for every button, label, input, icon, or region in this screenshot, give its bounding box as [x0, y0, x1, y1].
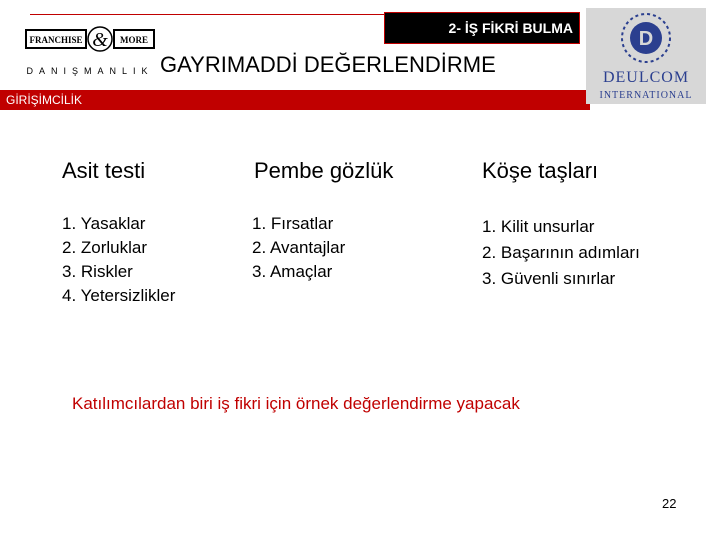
logo-deulcom-text: DEULCOM	[602, 69, 690, 86]
asit-list	[62, 212, 175, 308]
section-tab	[384, 12, 580, 44]
logo-international-text: INTERNATIONAL	[599, 90, 693, 101]
deulcom-logo	[586, 8, 706, 104]
logo-emblem-letter: D	[638, 28, 654, 50]
activity-note: Katılımcılardan biri iş fikri için örnek değerlendirme yapacak	[72, 394, 520, 413]
list-item: 3. Amaçlar	[252, 262, 333, 281]
list-item: 4. Yetersizlikler	[62, 286, 176, 305]
logo-amp-text: &	[92, 29, 108, 51]
kose-list	[482, 214, 640, 292]
slide-title: GAYRIMADDİ DEĞERLENDİRME	[160, 52, 496, 77]
franchise-more-logo	[22, 22, 158, 82]
list-item: 2. Avantajlar	[252, 238, 346, 257]
list-item: 1. Kilit unsurlar	[482, 217, 595, 236]
list-item: 3. Riskler	[62, 262, 133, 281]
list-item: 2. Zorluklar	[62, 238, 148, 257]
page-number: 22	[662, 496, 677, 511]
list-item: 2. Başarının adımları	[482, 243, 640, 262]
list-item: 3. Güvenli sınırlar	[482, 269, 616, 288]
column-title-pembe: Pembe gözlük	[254, 158, 394, 183]
list-item: 1. Fırsatlar	[252, 214, 334, 233]
column-title-asit: Asit testi	[62, 158, 146, 183]
pembe-list	[252, 212, 345, 284]
logo-more-text: MORE	[120, 35, 148, 45]
column-title-kose: Köşe taşları	[482, 158, 599, 183]
list-item: 1. Yasaklar	[62, 214, 146, 233]
section-title: 2- İŞ FİKRİ BULMA	[448, 20, 573, 36]
category-label: GİRİŞİMCİLİK	[6, 93, 83, 107]
logo-danismanlik-text: DANIŞMANLIK	[26, 66, 154, 76]
category-bar	[0, 90, 590, 110]
logo-franchise-text: FRANCHISE	[29, 35, 83, 45]
